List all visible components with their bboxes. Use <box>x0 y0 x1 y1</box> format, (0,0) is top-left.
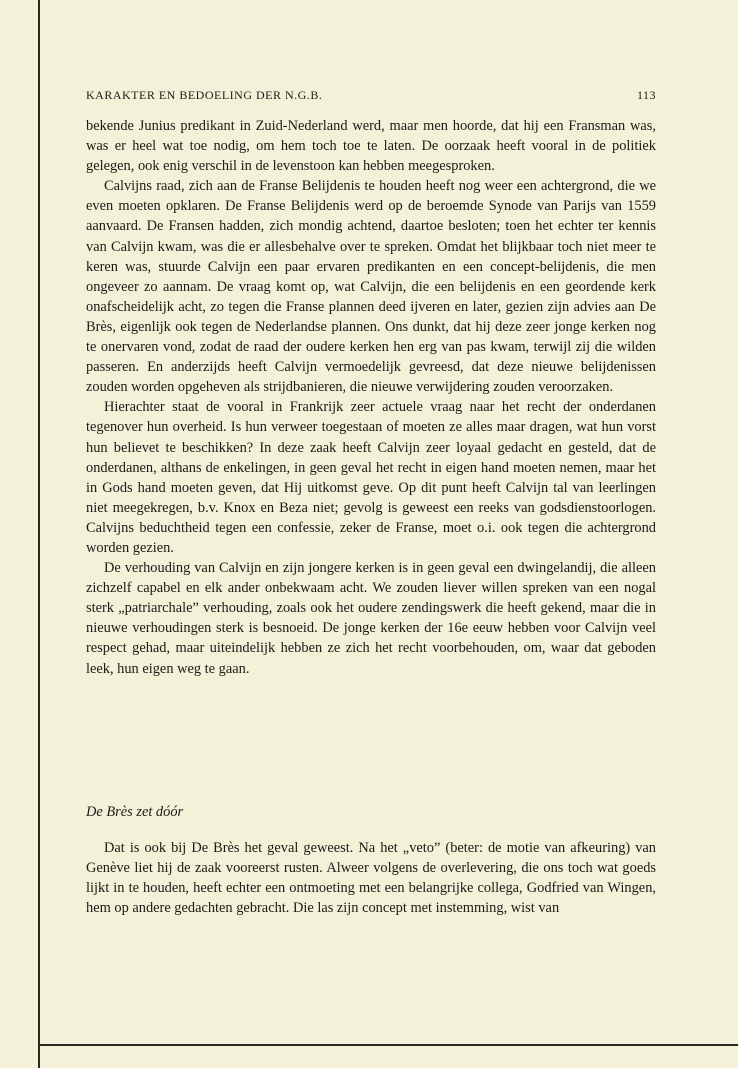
page-number: 113 <box>636 88 656 102</box>
paragraph: Calvijns raad, zich aan de Franse Belijdenis te houden heeft nog weer een achtergrond, die we even moeten opklaren. De Franse Belijdenis werd op de beroemde Synode van Parijs van 1559 aanvaard. De Fransen hadden, zich mondig achtend, daartoe besloten; toen het echter ter kennis van Calvijn kwam, was die er allesbehalve over te spreken. Omdat het blijkbaar toch niet meer te keren was, stuurde Calvijn een paar ervaren predikanten en een concept-belijdenis, die men ongeveer zo aannam. De vraag komt op, wat Calvijn, die een belijdenis en een geordende kerk onafscheidelijk acht, zo tegen die Franse plannen deed ijveren en later, gezien zijn advies aan De Brès, eigenlijk ook tegen de Nederlandse plannen. Ons dunkt, dat hij deze zeer jonge kerken nog te onervaren vond, zodat de raad der oudere kerken hen erg van pas kwam, terwijl zij die wilden passeren. En anderzijds heeft Calvijn vermoedelijk gevreesd, dat deze nieuwe belijdenissen zouden worden opgeheven als strijdbanieren, die nieuwe verwijdering zouden veroorzaken. <box>86 178 656 396</box>
paragraph: Hierachter staat de vooral in Frankrijk zeer actuele vraag naar het recht der onderdanen tegenover hun overheid. Is hun verweer toegestaan of moeten ze alles maar dragen, wat hun vorst hun believet te beschikken? In deze zaak heeft Calvijn zeer loyaal gedacht en gesteld, dat de onderdanen, althans de enkelingen, in geen geval het recht in eigen hand moeten nemen, maar het in Gods hand moeten geven, dat Hij uitkomst geve. Op dit punt heeft Calvijn tal van leerlingen niet meegekregen, b.v. Knox en Beza niet; gevolg is geweest een reeks van godsdienstoorlogen. Calvijns beduchtheid tegen een confessie, zeker de Franse, moet o.i. ook tegen die achtergrond worden gezien. <box>86 399 656 556</box>
running-title: KARAKTER EN BEDOELING DER N.G.B. <box>86 88 323 102</box>
section-body-text <box>86 838 656 918</box>
page-left-edge <box>38 0 40 1068</box>
body-text <box>86 116 656 679</box>
page-bottom-edge <box>40 1044 738 1046</box>
running-header <box>86 88 656 106</box>
paragraph: Dat is ook bij De Brès het geval geweest. Na het „veto” (beter: de motie van afkeuring) van Genève liet hij de zaak vooreerst rusten. Alweer volgens de overlevering, die ons toch wat goeds lijkt in te houden, heeft echter een ontmoeting met een belangrijke collega, Godfried van Wingen, hem op andere gedachten gebracht. Die las zijn concept met instemming, wist van <box>86 840 656 917</box>
section-heading: De Brès zet dóór <box>86 804 184 820</box>
paragraph: bekende Junius predikant in Zuid-Nederland werd, maar men hoorde, dat hij een Fransman was, was er heel wat toe nodig, om hem toch toe te laten. De oorzaak heeft vooral in de politiek gelegen, ook enig verschil in de levenstoon kan hebben meegesproken. <box>86 118 656 175</box>
paragraph: De verhouding van Calvijn en zijn jongere kerken is in geen geval een dwingelandij, die alleen zichzelf capabel en elk ander onbekwaam acht. We zouden liever willen spreken van een nogal sterk „patriarchale” verhouding, zoals ook het oudere zendingswerk die heeft gekend, maar die in nieuwe verhoudingen sterk is besnoeid. De jonge kerken der 16e eeuw hebben voor Calvijn veel respect gehad, maar uiteindelijk hebben ze zich het recht voorbehouden, om, waar dat geboden leek, hun eigen weg te gaan. <box>86 560 656 677</box>
